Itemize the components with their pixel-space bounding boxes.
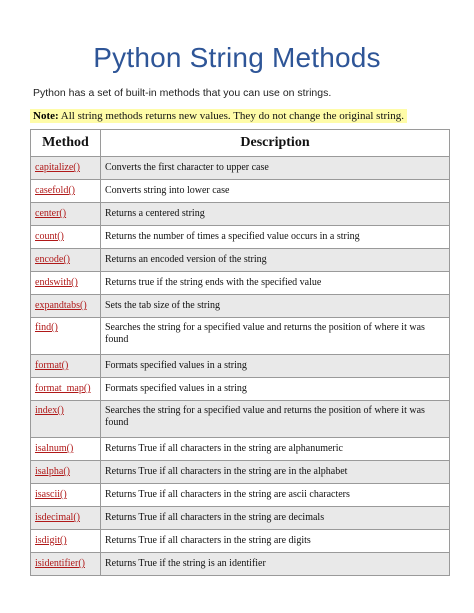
description-cell: Sets the tab size of the string	[101, 295, 450, 318]
method-link[interactable]: isalpha()	[35, 466, 70, 477]
description-cell: Formats specified values in a string	[101, 355, 450, 378]
method-link[interactable]: format()	[35, 360, 69, 371]
method-cell	[31, 180, 101, 203]
method-link[interactable]: capitalize()	[35, 162, 80, 173]
note-banner	[30, 109, 407, 123]
method-cell	[31, 157, 101, 180]
description-cell: Returns True if all characters in the string are alphanumeric	[101, 438, 450, 461]
method-cell	[31, 295, 101, 318]
method-link[interactable]: expandtabs()	[35, 300, 87, 311]
table-row	[31, 507, 450, 530]
method-cell	[31, 461, 101, 484]
method-cell	[31, 249, 101, 272]
table-body	[31, 157, 450, 576]
description-cell: Formats specified values in a string	[101, 378, 450, 401]
page-title: Python String Methods	[93, 42, 381, 73]
method-cell	[31, 272, 101, 295]
method-cell	[31, 438, 101, 461]
table-row	[31, 226, 450, 249]
description-cell: Returns True if all characters in the string are ascii characters	[101, 484, 450, 507]
method-link[interactable]: find()	[35, 322, 58, 333]
method-link[interactable]: endswith()	[35, 277, 78, 288]
table-row	[31, 180, 450, 203]
description-column-header: Description	[101, 130, 450, 157]
table-row	[31, 295, 450, 318]
method-link[interactable]: casefold()	[35, 185, 75, 196]
method-link[interactable]: isascii()	[35, 489, 67, 500]
method-link[interactable]: isdigit()	[35, 535, 67, 546]
method-cell	[31, 318, 101, 355]
method-link[interactable]: isidentifier()	[35, 558, 85, 569]
methods-table	[30, 129, 450, 576]
method-link[interactable]: format_map()	[35, 383, 91, 394]
table-row	[31, 157, 450, 180]
table-header-row	[31, 130, 450, 157]
table-row	[31, 203, 450, 226]
table-row	[31, 318, 450, 355]
description-cell: Searches the string for a specified value and returns the position of where it was found	[101, 318, 450, 355]
description-cell: Returns the number of times a specified value occurs in a string	[101, 226, 450, 249]
method-cell	[31, 507, 101, 530]
description-cell: Returns a centered string	[101, 203, 450, 226]
method-link[interactable]: isalnum()	[35, 443, 74, 454]
method-link[interactable]: count()	[35, 231, 64, 242]
method-cell	[31, 355, 101, 378]
table-row	[31, 272, 450, 295]
intro-text: Python has a set of built-in methods that you can use on strings.	[33, 87, 332, 99]
table-row	[31, 378, 450, 401]
method-link[interactable]: index()	[35, 405, 64, 416]
description-cell: Returns an encoded version of the string	[101, 249, 450, 272]
table-row	[31, 530, 450, 553]
method-cell	[31, 484, 101, 507]
description-cell: Returns True if all characters in the string are in the alphabet	[101, 461, 450, 484]
description-cell: Returns True if all characters in the string are digits	[101, 530, 450, 553]
method-cell	[31, 378, 101, 401]
method-cell	[31, 401, 101, 438]
table-row	[31, 401, 450, 438]
note-label: Note:	[33, 110, 59, 122]
method-cell	[31, 530, 101, 553]
description-cell: Returns True if the string is an identifier	[101, 553, 450, 576]
method-cell	[31, 553, 101, 576]
table-row	[31, 484, 450, 507]
method-cell	[31, 203, 101, 226]
table-row	[31, 249, 450, 272]
method-link[interactable]: encode()	[35, 254, 70, 265]
table-row	[31, 553, 450, 576]
method-column-header: Method	[31, 130, 101, 157]
method-cell	[31, 226, 101, 249]
description-cell: Converts the first character to upper case	[101, 157, 450, 180]
table-row	[31, 461, 450, 484]
note-text: All string methods returns new values. They do not change the original string.	[58, 110, 404, 122]
description-cell: Searches the string for a specified value and returns the position of where it was found	[101, 401, 450, 438]
description-cell: Returns true if the string ends with the specified value	[101, 272, 450, 295]
description-cell: Converts string into lower case	[101, 180, 450, 203]
method-link[interactable]: center()	[35, 208, 67, 219]
description-cell: Returns True if all characters in the string are decimals	[101, 507, 450, 530]
table-row	[31, 438, 450, 461]
table-row	[31, 355, 450, 378]
method-link[interactable]: isdecimal()	[35, 512, 80, 523]
